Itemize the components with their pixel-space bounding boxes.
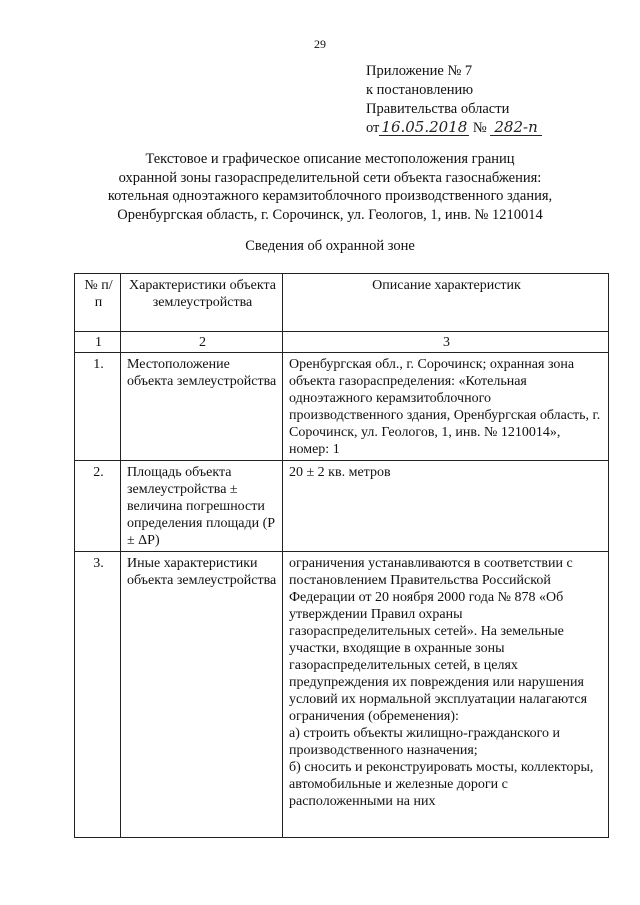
row-description: Оренбургская обл., г. Сорочинск; охранная зона объекта газораспределения: «Котельная одноэтажного керамзитоблочного производственного здания, Оренбургская область, г. Сорочинск, ул. Геологов, 1, инв. № 1210014», номер: 1 [283,353,609,461]
row-characteristic: Площадь объекта землеустройства ± величина погрешности определения площади (Р ± ΔР) [121,461,283,552]
protection-zone-table [74,273,609,838]
page-number: 29 [314,37,326,51]
row-index: 3. [75,552,121,838]
handwritten-date: 16.05.2018 [381,118,468,136]
restriction-text: ограничения устанавливаются в соответствии с постановлением Правительства Российской Федерации от 20 ноября 2000 года № 878 «Об утверждении Правил охраны газораспределительных сетей». На земельные участки, входящие в охранные зоны газораспределительных сетей, в целях предупреждения их повреждения или нарушения условий их нормальной эксплуатации налагаются ограничения (обременения): [289,556,588,724]
appendix-block [366,62,542,138]
appendix-line-1: Приложение № 7 [366,63,473,79]
table-row [75,461,609,552]
title-line-4: Оренбургская область, г. Сорочинск, ул. Геологов, 1, инв. № 1210014 [117,206,543,223]
table-row [75,353,609,461]
header-number: № п/п [75,274,121,332]
column-number: 2 [121,332,283,353]
table-header-row [75,274,609,332]
row-index: 1. [75,353,121,461]
column-number: 3 [283,332,609,353]
section-title: Сведения об охранной зоне [245,238,415,254]
restriction-item-b: б) сносить и реконструировать мосты, коллекторы, автомобильные и железные дороги с расположенными на них [289,760,594,809]
document-title [80,150,580,224]
row-description [283,552,609,838]
row-index: 2. [75,461,121,552]
title-line-3: котельная одноэтажного керамзитоблочного производственного здания, [107,188,553,204]
title-line-1: Текстовое и графическое описание местоположения границ [145,151,515,167]
appendix-date-line [366,119,542,138]
appendix-from-prefix: от [366,120,380,136]
appendix-line-3: Правительства области [366,101,510,117]
title-line-2: охранной зоны газораспределительной сети объекта газоснабжения: [118,169,542,186]
appendix-line-2: к постановлению [366,82,474,98]
row-characteristic: Местоположение объекта землеустройства [121,353,283,461]
header-characteristics: Характеристики объекта землеустройства [121,274,283,332]
row-characteristic: Иные характеристики объекта землеустройства [121,552,283,838]
row-description: 20 ± 2 кв. метров [283,461,609,552]
column-number-row [75,332,609,353]
table-row [75,552,609,838]
number-sign: № [472,120,487,136]
handwritten-number: 282-п [490,119,541,136]
header-description: Описание характеристик [283,274,609,332]
restriction-item-a: а) строить объекты жилищно-гражданского и производственного назначения; [289,726,560,758]
column-number: 1 [75,332,121,353]
